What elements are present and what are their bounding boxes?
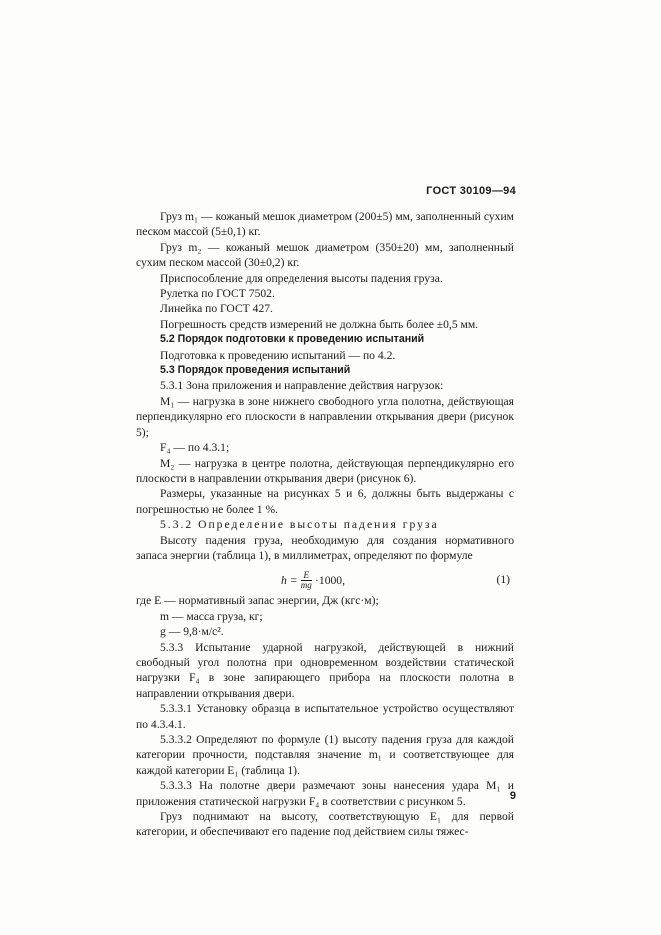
- document-body: [136, 209, 514, 840]
- formula-denominator: mg: [300, 579, 312, 590]
- paragraph: m — масса груза, кг;: [160, 609, 263, 623]
- paragraph: 5.3 Порядок проведения испытаний: [160, 364, 351, 377]
- paragraph: Приспособление для определения высоты падения груза.: [160, 271, 443, 285]
- paragraph: Рулетка по ГОСТ 7502.: [160, 287, 275, 301]
- paragraph: M₂ — нагрузка в центре полотна, действующая перпендикулярно его плоскости в направлении открывания двери (рисунок 6).: [136, 456, 514, 485]
- paragraph: 5.3.2 Определение высоты падения груза: [160, 518, 439, 532]
- paragraph: F₄ — по 4.3.1;: [160, 441, 230, 455]
- paragraph: 5.3.3 Испытание ударной нагрузкой, действующей в нижний свободный угол полотна при одновременном воздействии статической нагрузки F₄ в зоне запирающего прибора на плоскости полотна в направлении открывания двери.: [136, 640, 514, 700]
- standard-code-header: ГОСТ 30109—94: [426, 185, 516, 197]
- paragraph: Погрешность средств измерений не должна быть более ±0,5 мм.: [160, 317, 479, 331]
- paragraph: Линейка по ГОСТ 427.: [160, 302, 273, 316]
- paragraph: где E — нормативный запас энергии, Дж (кгс·м);: [136, 594, 379, 608]
- paragraphs-before-formula: [136, 209, 514, 563]
- formula-1: [136, 569, 514, 591]
- paragraph: 5.3.3.3 На полотне двери размечают зоны нанесения удара M₁ и приложения статической нагрузки F₄ в соответствии с рисунком 5.: [136, 779, 514, 808]
- paragraph: 5.2 Порядок подготовки к проведению испытаний: [160, 333, 425, 346]
- paragraph: Груз m₁ — кожаный мешок диаметром (200±5) мм, заполненный сухим песком массой (5±0,1) кг.: [136, 210, 514, 239]
- paragraph: Груз m₂ — кожаный мешок диаметром (350±20) мм, заполненный сухим песком массой (30±0,2) кг.: [136, 240, 514, 270]
- paragraph: Груз поднимают на высоту, соответствующую E₁ для первой категории, и обеспечивают его падение под действием силы тяжес-: [136, 810, 514, 839]
- paragraph: g — 9,8·м/с².: [160, 625, 224, 639]
- formula-numerator: E: [301, 571, 313, 581]
- paragraphs-after-formula: [136, 593, 514, 840]
- paragraph: Высоту падения груза, необходимую для создания нормативного запаса энергии (таблица 1), в миллиметрах, определяют по формуле: [136, 533, 514, 562]
- paragraph: Подготовка к проведению испытаний — по 4.2.: [160, 348, 396, 362]
- paragraph: 5.3.3.2 Определяют по формуле (1) высоту падения груза для каждой категории прочности, подставляя значение m₁ и соответствующее для каждой категории E₁ (таблица 1).: [136, 733, 514, 777]
- formula-lhs: h =: [281, 573, 298, 587]
- formula-multiplier: ·1000,: [315, 573, 345, 587]
- paragraph: Размеры, указанные на рисунках 5 и 6, должны быть выдержаны с погрешностью не более 1 %.: [136, 487, 514, 516]
- paragraph: M₁ — нагрузка в зоне нижнего свободного угла полотна, действующая перпендикулярно его плоскости в направлении открывания двери (рисунок 5);: [136, 394, 514, 439]
- paragraph: 5.3.3.1 Установку образца в испытательное устройство осуществляют по 4.3.4.1.: [136, 702, 514, 731]
- page-number: 9: [509, 790, 516, 802]
- formula-expression: [281, 569, 345, 591]
- formula-fraction: [301, 571, 313, 590]
- formula-number: (1): [496, 573, 510, 587]
- paragraph: 5.3.1 Зона приложения и направление действия нагрузок:: [160, 379, 444, 393]
